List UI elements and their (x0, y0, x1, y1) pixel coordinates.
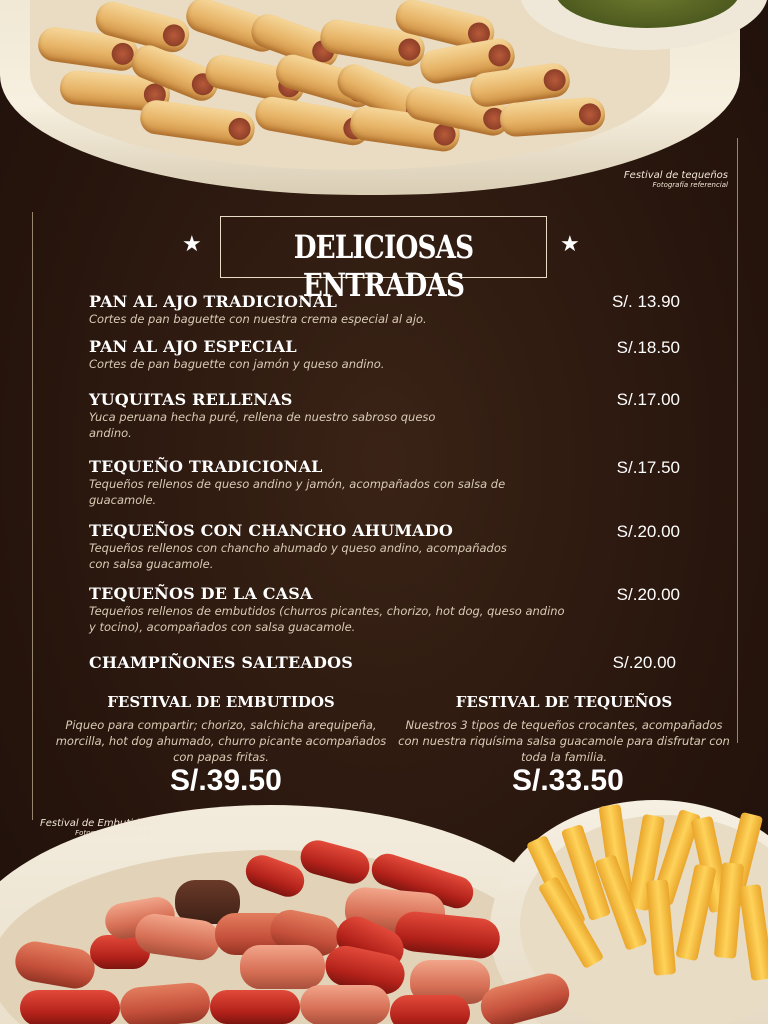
menu-item (89, 337, 689, 372)
menu-item-name: YUQUITAS RELLENAS (89, 390, 293, 409)
festival-price: S/.39.50 (170, 764, 282, 797)
sausage (118, 981, 211, 1024)
page-title: DELICIOSAS ENTRADAS (293, 228, 474, 304)
menu-item-name: TEQUEÑO TRADICIONAL (89, 457, 323, 476)
sausage (300, 985, 390, 1024)
star-icon: ★ (560, 232, 580, 257)
menu-item-description: Yuca peruana hecha puré, rellena de nuestro sabroso queso andino. (89, 410, 436, 440)
menu-item-description: Cortes de pan baguette con nuestra crema especial al ajo. (89, 312, 427, 326)
menu-item-name: PAN AL AJO TRADICIONAL (89, 292, 338, 311)
festival-price: S/.33.50 (512, 764, 624, 797)
menu-item-price: S/.17.50 (616, 458, 680, 477)
sausage (240, 945, 325, 989)
menu-item-price: S/.20.00 (616, 522, 680, 541)
menu-item-price: S/. 13.90 (611, 292, 680, 311)
menu-item-name: PAN AL AJO ESPECIAL (89, 337, 297, 356)
bottom-photo-caption (40, 818, 151, 837)
menu-item-description: Cortes de pan baguette con jamón y queso andino. (89, 357, 385, 371)
festival-embutidos (51, 693, 391, 765)
menu-item-name: CHAMPIÑONES SALTEADOS (89, 653, 353, 672)
menu-item (89, 292, 689, 327)
caption-title: Festival de Embutidos (40, 818, 151, 829)
festival-name: FESTIVAL DE TEQUEÑOS (455, 693, 673, 711)
caption-subtitle: Fotografía referencial (652, 181, 728, 189)
menu-item-price: S/.20.00 (616, 585, 680, 604)
menu-item-description: Tequeños rellenos de queso andino y jamón, acompañados con salsa de guacamole. (89, 477, 506, 507)
divider-line-left (32, 212, 33, 820)
menu-item-name: TEQUEÑOS CON CHANCHO AHUMADO (89, 521, 454, 540)
top-photo-caption (624, 170, 728, 189)
star-icon: ★ (182, 232, 202, 257)
sausage (20, 990, 120, 1024)
sausage (210, 990, 300, 1024)
caption-title: Festival de tequeños (623, 170, 728, 181)
title-frame (220, 216, 547, 304)
menu-item (89, 521, 689, 572)
menu-item (89, 457, 689, 508)
festival-tequenos (394, 693, 734, 765)
menu-item-price: S/.17.00 (616, 390, 680, 409)
menu-item-price: S/.18.50 (616, 338, 680, 357)
caption-subtitle: Fotografía referencial (75, 829, 151, 837)
festival-description: Nuestros 3 tipos de tequeños crocantes, acompañados con nuestra riquísima salsa guacamole para disfrutar con toda la familia. (398, 718, 730, 764)
menu-item-description: Tequeños rellenos con chancho ahumado y queso andino, acompañados con salsa guacamole. (89, 541, 507, 571)
menu-item (89, 390, 689, 441)
festival-name: FESTIVAL DE EMBUTIDOS (107, 693, 335, 711)
menu-item-name: TEQUEÑOS DE LA CASA (89, 584, 313, 603)
festival-description: Piqueo para compartir; chorizo, salchicha arequipeña, morcilla, hot dog ahumado, churro picante acompañados con papas fritas. (55, 718, 387, 764)
menu-item-description: Tequeños rellenos de embutidos (churros picantes, chorizo, hot dog, queso andino y tocino), acompañados con salsa guacamole. (89, 604, 565, 634)
menu-item (89, 584, 689, 635)
menu-item (89, 653, 689, 672)
sausage (390, 995, 470, 1024)
menu-item-price: S/.20.00 (612, 653, 676, 672)
divider-line-right (737, 138, 738, 743)
